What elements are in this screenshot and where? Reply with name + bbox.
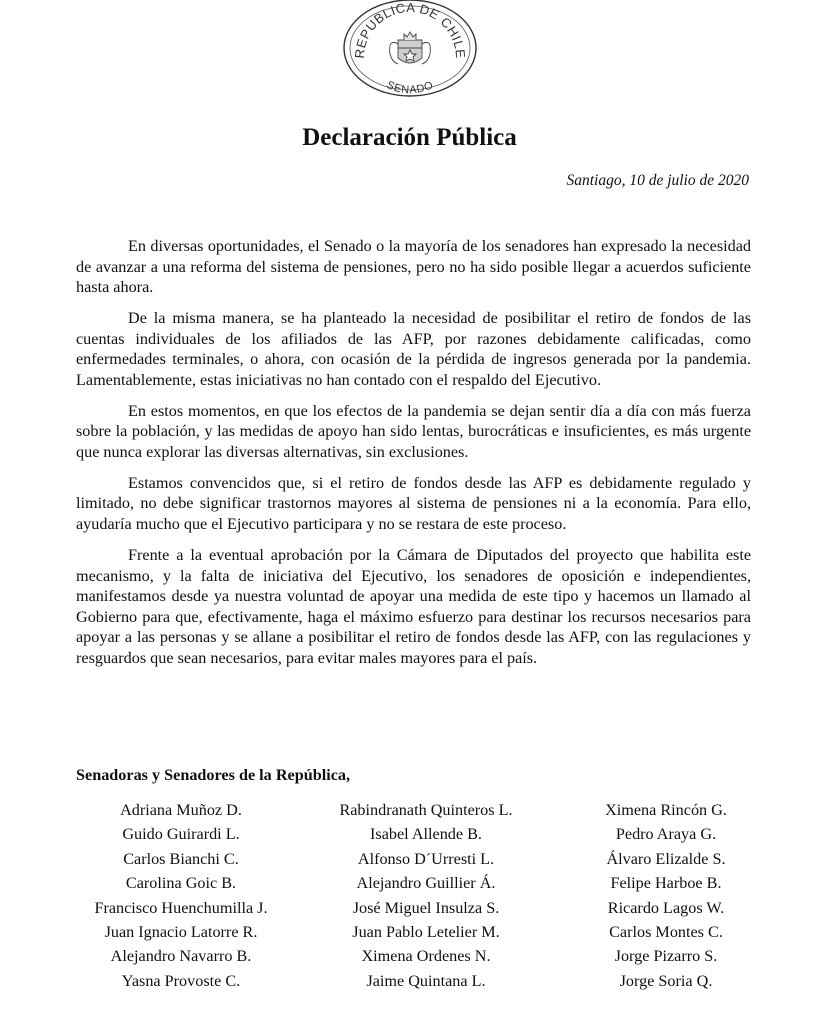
signoff: Senadoras y Senadores de la República,	[76, 766, 351, 784]
signatory-name: Jorge Soria Q.	[619, 971, 713, 990]
paragraph: En estos momentos, en que los efectos de la pandemia se dejan sentir día a día con más fuerza sobre la población, y las medidas de apoyo han sido lentas, burocráticas e insuficientes, es más urgente que nunca explorar las diversas alternativas, sin exclusiones.	[76, 401, 751, 461]
declaration-body	[76, 236, 751, 679]
signatory-name: Ximena Rincón G.	[605, 801, 727, 819]
signatory-name: Juan Pablo Letelier M.	[352, 923, 500, 942]
signatory-name: Álvaro Elizalde S.	[606, 849, 726, 868]
document-date: Santiago, 10 de julio de 2020	[566, 172, 749, 189]
signatory-name: Juan Ignacio Latorre R.	[104, 923, 258, 942]
senate-seal-logo	[340, 0, 480, 100]
signatory-name: Jorge Pizarro S.	[614, 947, 718, 966]
signatory-name: Carlos Montes C.	[609, 923, 723, 942]
signatory-name: Isabel Allende B.	[370, 825, 482, 844]
signatory-name: Yasna Provoste C.	[121, 971, 241, 990]
signatory-name: Rabindranath Quinteros L.	[339, 801, 513, 819]
paragraph: En diversas oportunidades, el Senado o la mayoría de los senadores han expresado la necesidad de avanzar a una reforma del sistema de pensiones, pero no ha sido posible llegar a acuerdos suficiente hasta ahora.	[76, 237, 751, 297]
signatories-column-3	[556, 798, 756, 993]
signatory-name: José Miguel Insulza S.	[352, 898, 500, 917]
document-title: Declaración Pública	[302, 124, 517, 151]
signatory-name: Adriana Muñoz D.	[120, 801, 242, 819]
signatory-name: Felipe Harboe B.	[610, 874, 722, 893]
signatories-list	[76, 798, 756, 993]
signatory-name: Alfonso D´Urresti L.	[357, 849, 495, 868]
signatory-name: Ricardo Lagos W.	[607, 898, 725, 917]
coat-of-arms-icon	[390, 32, 431, 64]
paragraph: Frente a la eventual aprobación por la Cámara de Diputados del proyecto que habilita este mecanismo, y la falta de iniciativa del Ejecutivo, los senadores de oposición e independientes, manifestamos desde ya nuestra voluntad de apoyar una medida de este tipo y hacemos un llamado al Gobierno para que, efectivamente, haga el máximo esfuerzo para destinar los recursos necesarios para apoyar a las personas y se allane a posibilitar el retiro de fondos desde las AFP, con las regulaciones y resguardos que sean necesarios, para evitar males mayores para el país.	[76, 545, 751, 667]
signatory-name: Carlos Bianchi C.	[123, 849, 239, 868]
signatory-name: Alejandro Guillier Á.	[356, 874, 496, 893]
seal-bottom-text: SENADO	[384, 79, 436, 97]
paragraph: De la misma manera, se ha planteado la necesidad de posibilitar el retiro de fondos de las cuentas individuales de los afiliados de las AFP, por razones debidamente calificadas, como enfermedades terminales, o ahora, con ocasión de la pérdida de ingresos generada por la pandemia. Lamentablemente, estas iniciativas no han contado con el respaldo del Ejecutivo.	[76, 309, 751, 389]
signatory-name: Jaime Quintana L.	[366, 971, 486, 990]
signatories-column-1	[76, 798, 316, 993]
signatory-name: Ximena Ordenes N.	[361, 947, 491, 966]
signatories-column-2	[316, 798, 556, 993]
signatory-name: Carolina Goic B.	[125, 874, 237, 893]
signatory-name: Alejandro Navarro B.	[110, 947, 252, 966]
signatory-name: Francisco Huenchumilla J.	[94, 898, 268, 917]
signatory-name: Guido Guirardi L.	[122, 825, 240, 844]
signatory-name: Pedro Araya G.	[615, 825, 717, 844]
paragraph: Estamos convencidos que, si el retiro de fondos desde las AFP es debidamente regulado y limitado, no debe significar trastornos mayores al sistema de pensiones ni a la economía. Para ello, ayudaría mucho que el Ejecutivo participara y no se restara de este proceso.	[76, 473, 751, 534]
seal-top-text: REPUBLICA DE CHILE	[351, 0, 469, 60]
